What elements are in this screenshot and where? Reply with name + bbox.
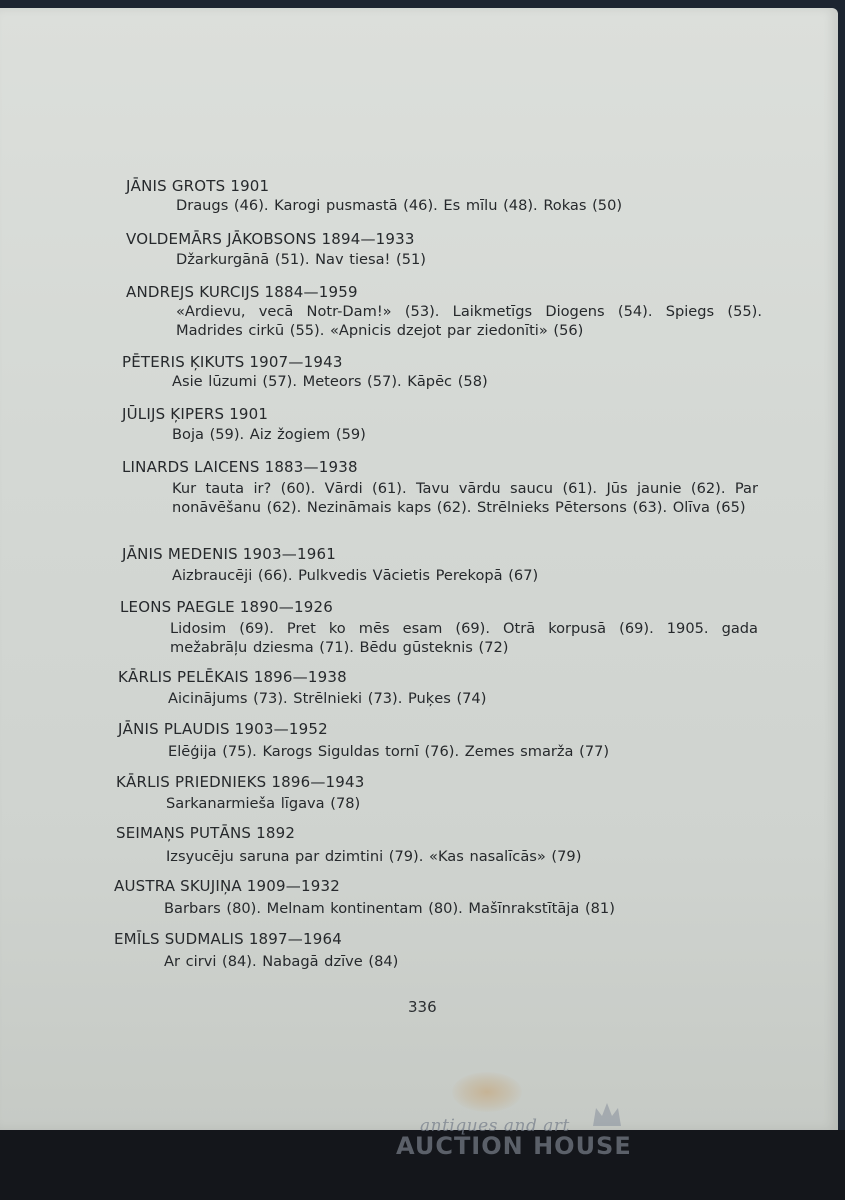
works-list: Aicinājums (73). Strēlnieki (73). Puķes (74) [168, 690, 487, 707]
author-name: AUSTRA SKUJIŅA 1909—1932 [114, 877, 340, 895]
entry-plaudis [118, 719, 758, 760]
author-name: SEIMAŅS PUTĀNS 1892 [116, 824, 296, 842]
entry-jakobsons [126, 229, 766, 268]
author-name: JŪLIJS ĶIPERS 1901 [122, 405, 269, 423]
works-list: Lidosim (69). Pret ko mēs esam (69). Otrā korpusā (69). 1905. gada mežabrāļu dziesma (71). Bēdu gūsteknis (72) [170, 620, 758, 656]
entry-paegle [120, 597, 760, 656]
entry-putans [116, 823, 756, 865]
author-name: VOLDEMĀRS JĀKOBSONS 1894—1933 [126, 230, 415, 248]
works-list: Asie lūzumi (57). Meteors (57). Kāpēc (58) [172, 373, 488, 390]
author-name: KĀRLIS PELĒKAIS 1896—1938 [118, 668, 347, 686]
author-name: JĀNIS MEDENIS 1903—1961 [122, 545, 336, 563]
works-list: Boja (59). Aiz žogiem (59) [172, 426, 366, 443]
author-name: KĀRLIS PRIEDNIEKS 1896—1943 [116, 773, 365, 791]
entry-skujina [114, 876, 754, 917]
entry-medenis [122, 544, 762, 584]
watermark-script-text: antiques and art [420, 1116, 570, 1136]
page-number: 336 [408, 998, 437, 1016]
entry-kipers [122, 404, 762, 443]
entry-priednieks [116, 772, 756, 812]
author-name: EMĪLS SUDMALIS 1897—1964 [114, 930, 342, 948]
works-list: Draugs (46). Karogi pusmastā (46). Es mīlu (48). Rokas (50) [176, 197, 623, 214]
works-list: Džarkurgānā (51). Nav tiesa! (51) [176, 251, 426, 268]
entry-kikuts [122, 352, 762, 390]
works-list: Sarkanarmieša līgava (78) [166, 795, 361, 812]
author-name: PĒTERIS ĶIKUTS 1907—1943 [122, 353, 343, 371]
entry-sudmalis [114, 929, 754, 970]
works-list: Ar cirvi (84). Nabagā dzīve (84) [164, 953, 399, 970]
author-name: JĀNIS PLAUDIS 1903—1952 [118, 720, 328, 738]
entry-pelekais [118, 667, 758, 707]
entry-kurcijs [126, 282, 766, 339]
author-name: LINARDS LAICENS 1883—1938 [122, 458, 358, 476]
entry-laicens [122, 457, 762, 516]
paper-stain [452, 1072, 522, 1112]
works-list: Aizbraucēji (66). Pulkvedis Vācietis Perekopā (67) [172, 567, 539, 584]
works-list: Izsyucēju saruna par dzimtini (79). «Kas nasalīcās» (79) [166, 848, 582, 865]
entry-grots [126, 176, 766, 214]
works-list: Barbars (80). Melnam kontinentam (80). Mašīnrakstītāja (81) [164, 900, 615, 917]
works-list: «Ardievu, vecā Notr-Dam!» (53). Laikmetīgs Diogens (54). Spiegs (55). Madrides cirkū (55). «Apnicis dzejot par ziedonīti» (56) [176, 303, 762, 339]
author-name: LEONS PAEGLE 1890—1926 [120, 598, 333, 616]
watermark-block-text: AUCTION HOUSE [396, 1132, 632, 1160]
works-list: Elēģija (75). Karogs Siguldas tornī (76). Zemes smarža (77) [168, 743, 610, 760]
author-name: JĀNIS GROTS 1901 [126, 177, 270, 195]
author-name: ANDREJS KURCIJS 1884—1959 [126, 283, 358, 301]
works-list: Kur tauta ir? (60). Vārdi (61). Tavu vārdu saucu (61). Jūs jaunie (62). Par nonāvēšanu (62). Nezināmais kaps (62). Strēlnieks Pētersons (63). Olīva (65) [172, 480, 758, 516]
crown-icon [590, 1100, 624, 1130]
